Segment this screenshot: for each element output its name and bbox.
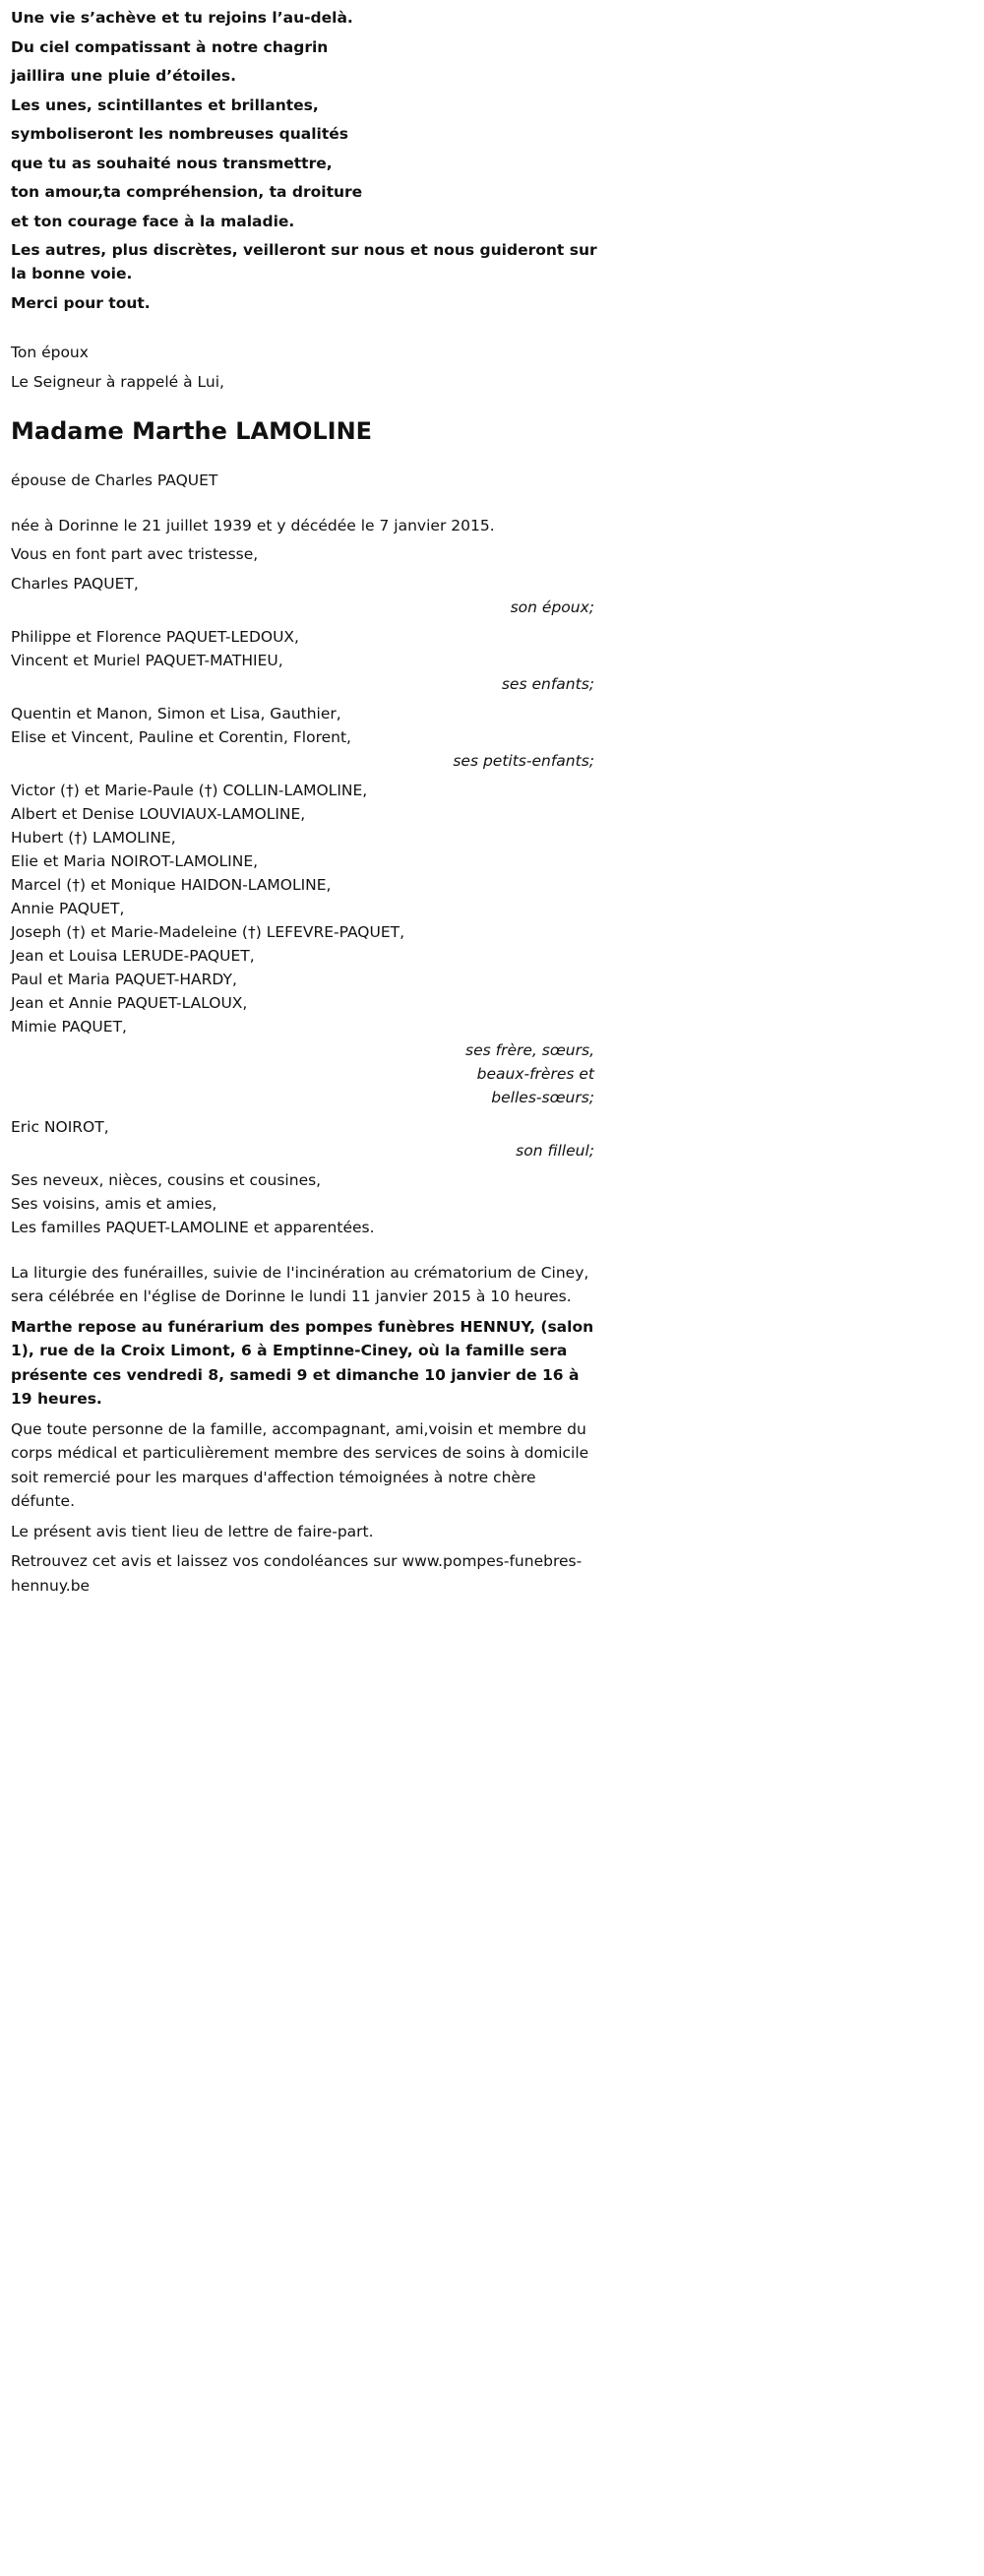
family-member: Les familles PAQUET-LAMOLINE et apparentées.	[11, 1218, 375, 1236]
family-member: Ses neveux, nièces, cousins et cousines,	[11, 1170, 322, 1189]
thanks-text: Que toute personne de la famille, accompagnant, ami,voisin et membre du corps médical et particulièrement membre des services de soins à domicile soit remercié pour les marques d'affection témoignées à notre chère défunte.	[11, 1419, 589, 1510]
family-member: Annie PAQUET,	[11, 899, 125, 917]
family-member: Joseph (†) et Marie-Madeleine (†) LEFEVRE-PAQUET,	[11, 922, 405, 941]
family-member: Ses voisins, amis et amies,	[11, 1194, 217, 1213]
poem-line: et ton courage face à la maladie.	[11, 212, 295, 230]
family-member: Quentin et Manon, Simon et Lisa, Gauthier,	[11, 704, 341, 723]
family-member: Marcel (†) et Monique HAIDON-LAMOLINE,	[11, 875, 332, 894]
poem-line: que tu as souhaité nous transmettre,	[11, 154, 333, 172]
family-member: Jean et Annie PAQUET-LALOUX,	[11, 993, 248, 1012]
poem	[11, 4, 601, 319]
relation-label: beaux-frères et	[476, 1064, 594, 1083]
family-member: Elise et Vincent, Pauline et Corentin, Florent,	[11, 727, 351, 746]
poem-line: Les autres, plus discrètes, veilleront sur nous et nous guideront sur la bonne voie.	[11, 241, 597, 283]
family-children	[11, 625, 601, 696]
family-member: Eric NOIROT,	[11, 1117, 109, 1136]
relation-label: ses frère, sœurs,	[465, 1040, 594, 1059]
relation-label: ses enfants;	[501, 674, 594, 693]
relation-label: son filleul;	[516, 1141, 594, 1160]
family-member: Elie et Maria NOIROT-LAMOLINE,	[11, 851, 259, 870]
family-member: Mimie PAQUET,	[11, 1017, 127, 1036]
relation-label: ses petits-enfants;	[453, 751, 594, 770]
announce-text: Vous en font part avec tristesse,	[11, 544, 259, 563]
rest-notice: Marthe repose au funérarium des pompes funèbres HENNUY, (salon 1), rue de la Croix Limont, 6 à Emptinne-Ciney, où la famille sera présente ces vendredi 8, samedi 9 et dimanche 10 janvier de 16 à 19 heures.	[11, 1317, 594, 1408]
family-godson	[11, 1115, 601, 1162]
birth-death: née à Dorinne le 21 juillet 1939 et y décédée le 7 janvier 2015.	[11, 516, 495, 534]
poem-thanks: Merci pour tout.	[11, 294, 151, 312]
family-siblings	[11, 779, 601, 1109]
notice-text: Le présent avis tient lieu de lettre de faire-part.	[11, 1522, 374, 1540]
family-member: Albert et Denise LOUVIAUX-LAMOLINE,	[11, 804, 306, 823]
relation-label: belles-sœurs;	[491, 1088, 594, 1106]
intro-text: Le Seigneur à rappelé à Lui,	[11, 372, 224, 391]
family-spouse	[11, 572, 601, 619]
family-member: Vincent et Muriel PAQUET-MATHIEU,	[11, 651, 283, 669]
relation-label: son époux;	[510, 597, 594, 616]
family-member: Philippe et Florence PAQUET-LEDOUX,	[11, 627, 299, 646]
poem-line: Une vie s’achève et tu rejoins l’au-delà.	[11, 9, 353, 27]
condolences-text: Retrouvez cet avis et laissez vos condoléances sur www.pompes-funebres-hennuy.be	[11, 1552, 583, 1595]
spouse-of: épouse de Charles PAQUET	[11, 471, 218, 489]
family-member: Paul et Maria PAQUET-HARDY,	[11, 970, 237, 988]
deceased-name: Madame Marthe LAMOLINE	[11, 416, 373, 445]
poem-line: ton amour,ta compréhension, ta droiture	[11, 183, 363, 201]
family-member: Charles PAQUET,	[11, 574, 139, 593]
liturgy-text: La liturgie des funérailles, suivie de l'incinération au crématorium de Ciney, sera célébrée en l'église de Dorinne le lundi 11 janvier 2015 à 10 heures.	[11, 1263, 589, 1305]
poem-line: Du ciel compatissant à notre chagrin	[11, 37, 329, 56]
family-grandchildren	[11, 702, 601, 773]
obituary-notice	[0, 0, 601, 1598]
family-member: Victor (†) et Marie-Paule (†) COLLIN-LAMOLINE,	[11, 781, 368, 799]
poem-line: Les unes, scintillantes et brillantes,	[11, 95, 319, 114]
signature: Ton époux	[11, 343, 89, 361]
family-member: Jean et Louisa LERUDE-PAQUET,	[11, 946, 255, 965]
poem-line: symboliseront les nombreuses qualités	[11, 125, 349, 143]
family-others	[11, 1168, 601, 1239]
poem-line: jaillira une pluie d’étoiles.	[11, 67, 236, 85]
family-member: Hubert (†) LAMOLINE,	[11, 828, 176, 847]
